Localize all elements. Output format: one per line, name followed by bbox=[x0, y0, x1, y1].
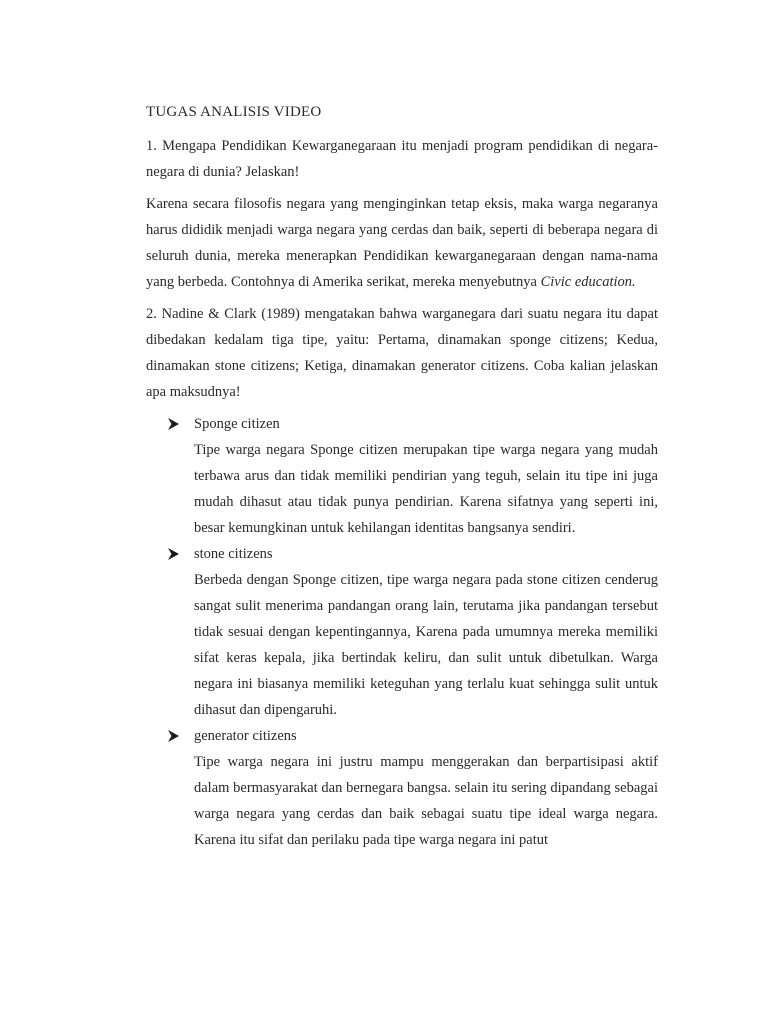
question-1: 1. Mengapa Pendidikan Kewarganegaraan itu menjadi program pendidikan di negara-negara di dunia? Jelaskan! bbox=[146, 138, 658, 180]
document-page bbox=[146, 99, 658, 853]
answer-1 bbox=[146, 191, 658, 295]
question-2: 2. Nadine & Clark (1989) mengatakan bahwa warganegara dari suatu negara itu dapat dibedakan kedalam tiga tipe, yaitu: Pertama, dinamakan sponge citizens; Kedua, dinamakan stone citizens; Ketiga, dinamakan generator citizens. Coba kalian jelaskan apa maksudnya! bbox=[146, 306, 658, 400]
list-item-heading: Sponge citizen bbox=[194, 416, 280, 432]
document-title: TUGAS ANALISIS VIDEO bbox=[146, 104, 322, 120]
list-item-heading: generator citizens bbox=[194, 728, 297, 744]
answer-1-emphasis: Civic education. bbox=[540, 274, 636, 290]
list-item-generator-citizens bbox=[146, 723, 658, 853]
list-item-body: Tipe warga negara Sponge citizen merupakan tipe warga negara yang mudah terbawa arus dan tidak memiliki pendirian yang teguh, selain itu tipe ini juga mudah dihasut atau tidak punya pendirian. Karena sifatnya yang seperti ini, besar kemungkinan untuk kehilangan identitas bangsanya sendiri. bbox=[194, 442, 658, 536]
list-item-body: Tipe warga negara ini justru mampu menggerakan dan berpartisipasi aktif dalam bermasyarakat dan bernegara bangsa. selain itu sering dipandang sebagai warga negara yang cerdas dan baik sebagai suatu tipe ideal warga negara. Karena itu sifat dan perilaku pada tipe warga negara ini patut bbox=[194, 754, 658, 848]
citizen-type-list bbox=[146, 411, 658, 853]
list-item-body: Berbeda dengan Sponge citizen, tipe warga negara pada stone citizen cenderug sangat sulit menerima pandangan orang lain, terutama jika pandangan tersebut tidak sesuai dengan kepentingannya, Karena pada umumnya mereka memiliki sifat keras kepala, jika bertindak keliru, dan sulit untuk dibetulkan. Warga negara ini biasanya memiliki keteguhan yang terlalu kuat sehingga sulit untuk dihasut dan dipengaruhi. bbox=[194, 572, 658, 718]
arrowhead-bullet-icon bbox=[168, 541, 182, 567]
list-item-stone-citizens bbox=[146, 541, 658, 723]
arrowhead-bullet-icon bbox=[168, 723, 182, 749]
arrowhead-bullet-icon bbox=[168, 411, 182, 437]
list-item-heading: stone citizens bbox=[194, 546, 273, 562]
answer-1-text: Karena secara filosofis negara yang menginginkan tetap eksis, maka warga negaranya harus dididik menjadi warga negara yang cerdas dan baik, seperti di beberapa negara di seluruh dunia, mereka menerapkan Pendidikan kewarganegaraan dengan nama-nama yang berbeda. Contohnya di Amerika serikat, mereka menyebutnya bbox=[146, 196, 658, 290]
list-item-sponge-citizen bbox=[146, 411, 658, 541]
